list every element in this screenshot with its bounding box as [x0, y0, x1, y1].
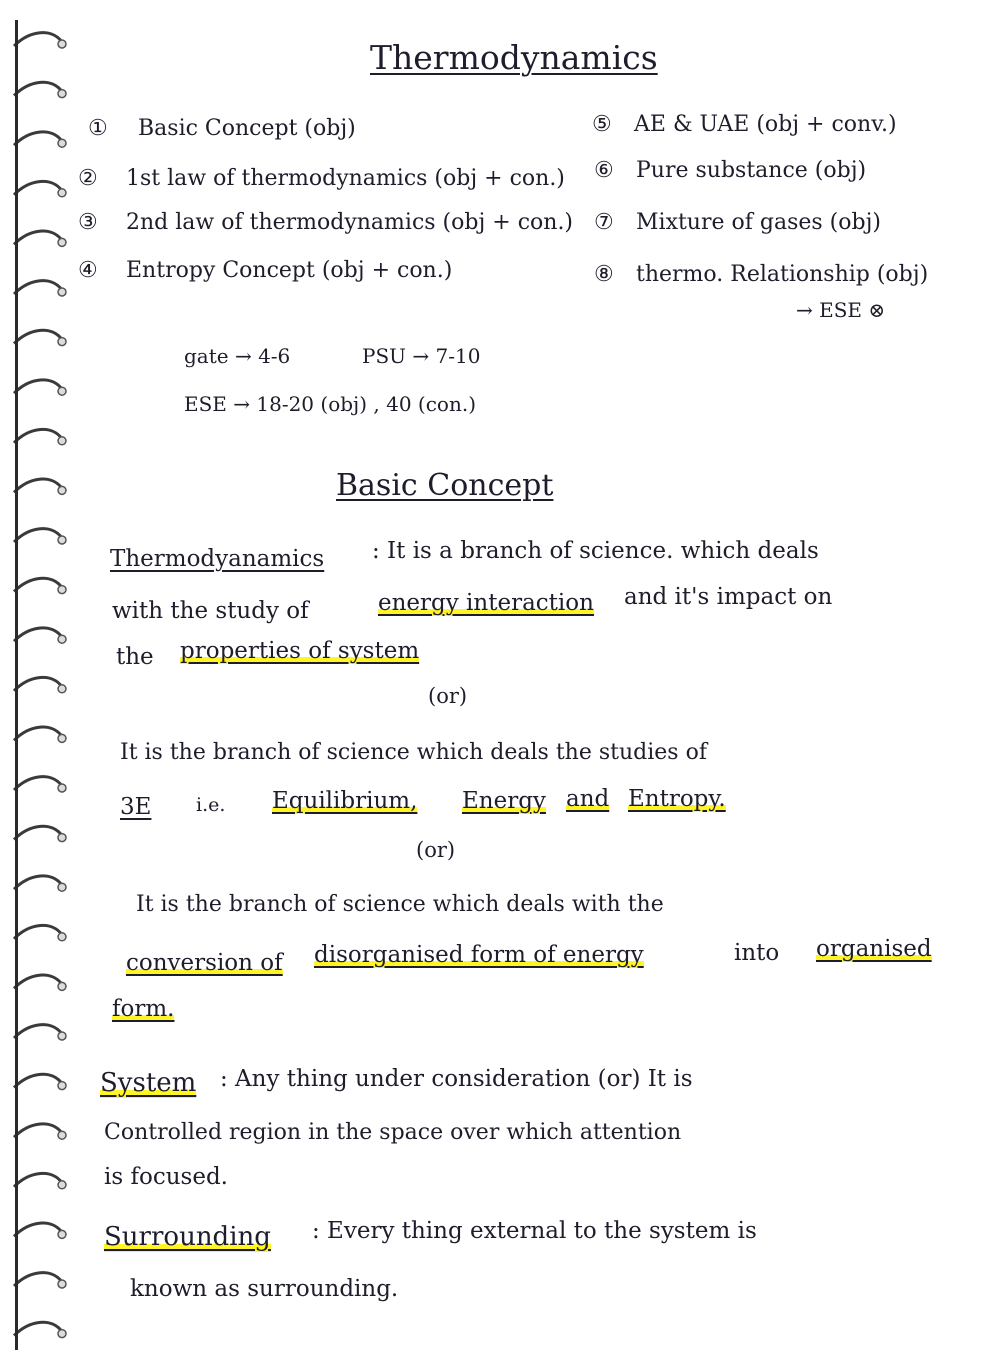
spiral-ring: [14, 826, 62, 839]
highlight-disorganised-form: disorganised form of energy: [314, 942, 644, 968]
alt-1-ie: i.e.: [196, 794, 226, 816]
alt-2-line-1: It is the branch of science which deals with the: [136, 892, 664, 917]
spiral-hole: [58, 1032, 66, 1040]
topic-8: thermo. Relationship (obj): [636, 262, 929, 287]
spiral-ring: [14, 429, 62, 442]
spiral-ring: [14, 677, 62, 690]
spiral-ring: [14, 1074, 62, 1087]
spiral-hole: [58, 685, 66, 693]
definition-line-3a: the: [116, 644, 154, 670]
psu-weight: PSU → 7-10: [362, 344, 481, 368]
spiral-ring: [14, 1173, 62, 1186]
topic-num-2: ②: [78, 166, 98, 191]
spiral-hole: [58, 189, 66, 197]
topic-7: Mixture of gases (obj): [636, 210, 881, 235]
topic-6: Pure substance (obj): [636, 158, 867, 183]
highlight-organised: organised: [816, 936, 932, 962]
highlight-entropy: Entropy.: [628, 786, 726, 812]
highlight-energy-interaction: energy interaction: [378, 590, 594, 616]
spiral-hole: [58, 883, 66, 891]
topic-4: Entropy Concept (obj + con.): [126, 258, 453, 283]
system-term: System: [100, 1068, 197, 1098]
highlight-form: form.: [112, 996, 175, 1022]
spiral-hole: [58, 1230, 66, 1238]
surrounding-line-1: : Every thing external to the system is: [312, 1218, 757, 1244]
spiral-hole: [58, 784, 66, 792]
spiral-ring: [14, 1223, 62, 1236]
alt-2-into: into: [734, 940, 780, 966]
spiral-hole: [58, 586, 66, 594]
system-line-3: is focused.: [104, 1164, 228, 1190]
spiral-hole: [58, 338, 66, 346]
spiral-hole: [58, 90, 66, 98]
topic-3: 2nd law of thermodynamics (obj + con.): [126, 210, 574, 235]
spiral-hole: [58, 139, 66, 147]
topic-num-1: ①: [88, 116, 108, 141]
topic-num-5: ⑤: [592, 112, 612, 137]
spiral-ring: [14, 876, 62, 889]
topic-1: Basic Concept (obj): [138, 116, 356, 141]
definition-line-1: : It is a branch of science. which deals: [372, 538, 819, 564]
highlight-and: and: [566, 786, 610, 812]
spiral-hole: [58, 1280, 66, 1288]
spiral-hole: [58, 734, 66, 742]
spiral-ring: [14, 132, 62, 145]
spiral-ring: [14, 479, 62, 492]
spiral-ring: [14, 777, 62, 790]
spiral-hole: [58, 1330, 66, 1338]
spiral-ring: [14, 181, 62, 194]
spiral-hole: [58, 437, 66, 445]
spiral-hole: [58, 238, 66, 246]
system-line-2: Controlled region in the space over which attention: [104, 1120, 682, 1145]
spiral-hole: [58, 982, 66, 990]
spiral-ring: [14, 1124, 62, 1137]
spiral-ring: [14, 33, 62, 46]
highlight-energy: Energy: [462, 788, 546, 814]
spiral-ring: [14, 330, 62, 343]
spiral-hole: [58, 288, 66, 296]
spiral-ring: [14, 628, 62, 641]
surrounding-line-2: known as surrounding.: [130, 1276, 399, 1302]
spiral-hole: [58, 1131, 66, 1139]
spiral-hole: [58, 635, 66, 643]
section-heading: Basic Concept: [336, 468, 554, 503]
spiral-ring: [14, 1025, 62, 1038]
spiral-hole: [58, 1082, 66, 1090]
or-divider-2: (or): [416, 838, 456, 862]
topic-num-6: ⑥: [594, 158, 614, 183]
spiral-binding: [0, 0, 80, 1365]
spiral-hole: [58, 933, 66, 941]
spiral-hole: [58, 834, 66, 842]
topic-5: AE & UAE (obj + conv.): [634, 112, 897, 137]
spiral-hole: [58, 536, 66, 544]
definition-term: Thermodyanamics: [110, 546, 325, 572]
ese-weight: ESE → 18-20 (obj) , 40 (con.): [184, 392, 477, 416]
definition-line-2b: and it's impact on: [624, 584, 833, 610]
spiral-ring: [14, 727, 62, 740]
topic-num-4: ④: [78, 258, 98, 283]
ese-note: → ESE ⊗: [796, 298, 886, 322]
alt-1-3e: 3E: [120, 794, 152, 820]
spiral-ring: [14, 578, 62, 591]
highlight-conversion-of: conversion of: [126, 950, 283, 976]
system-line-1: : Any thing under consideration (or) It is: [220, 1066, 693, 1092]
spiral-ring: [14, 1322, 62, 1335]
topic-num-8: ⑧: [594, 262, 614, 287]
spiral-ring: [14, 231, 62, 244]
surrounding-term: Surrounding: [104, 1222, 271, 1252]
spiral-hole: [58, 40, 66, 48]
spiral-ring: [14, 529, 62, 542]
spiral-ring: [14, 975, 62, 988]
topic-num-3: ③: [78, 210, 98, 235]
spiral-hole: [58, 387, 66, 395]
topic-num-7: ⑦: [594, 210, 614, 235]
spiral-ring: [14, 82, 62, 95]
alt-1-line-1: It is the branch of science which deals the studies of: [120, 740, 707, 765]
page-title: Thermodynamics: [370, 38, 658, 77]
highlight-equilibrium: Equilibrium,: [272, 788, 418, 814]
highlight-properties-of-system: properties of system: [180, 638, 420, 664]
spiral-ring: [14, 380, 62, 393]
page-margin-line: [15, 20, 18, 1350]
spiral-ring: [14, 1273, 62, 1286]
or-divider-1: (or): [428, 684, 468, 708]
spiral-ring: [14, 925, 62, 938]
spiral-hole: [58, 1181, 66, 1189]
spiral-hole: [58, 486, 66, 494]
definition-line-2a: with the study of: [112, 598, 309, 624]
spiral-ring: [14, 281, 62, 294]
topic-2: 1st law of thermodynamics (obj + con.): [126, 166, 565, 191]
gate-weight: gate → 4-6: [184, 344, 291, 368]
